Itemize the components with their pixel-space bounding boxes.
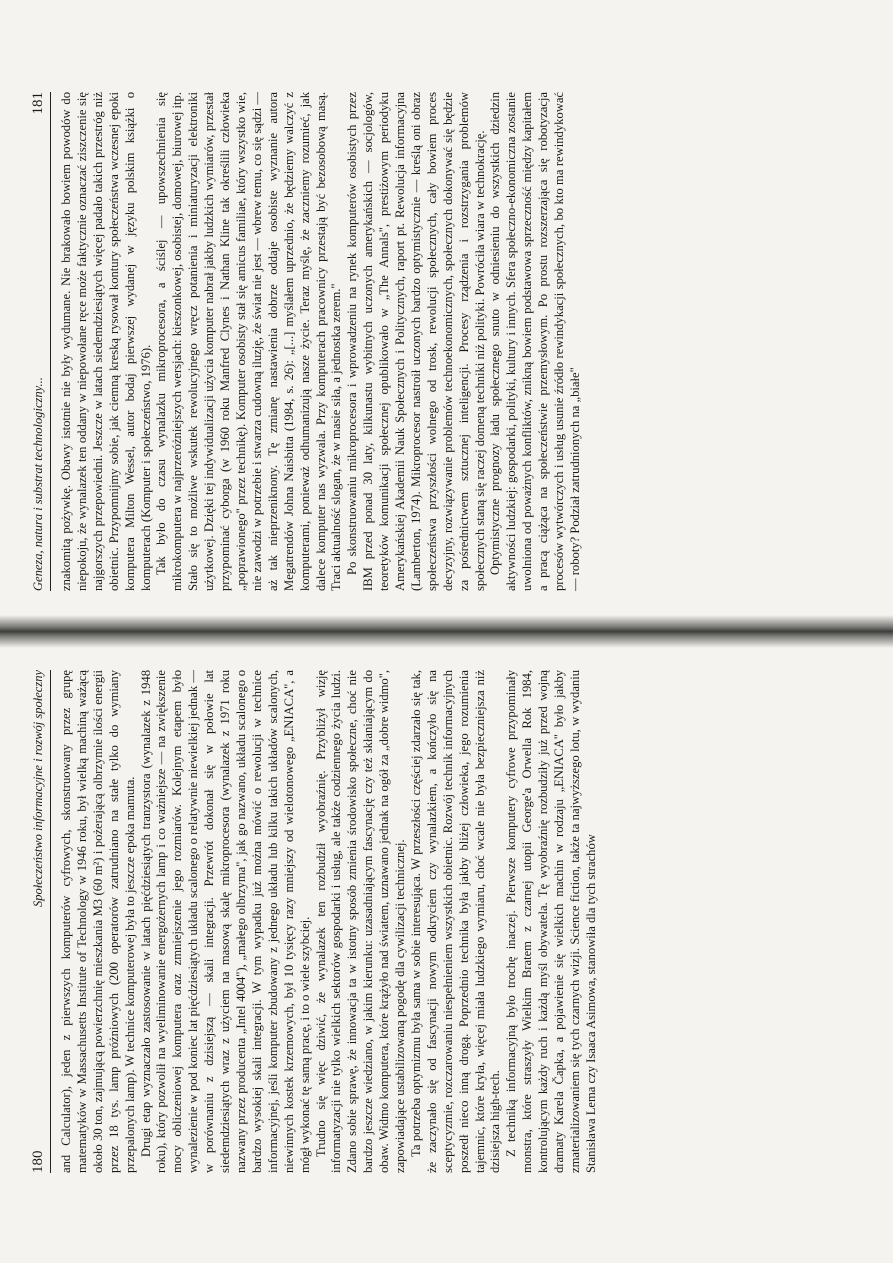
right-paragraph-4: Optymistyczne prognozy ładu społecznego snuto w odniesieniu do wszystkich dziedzin aktywności ludzkiej: gospodarki, polityki, kultury i innych. Sfera społeczno-ekonomiczna zostanie uwolniona od poważnych konfliktów, znikną bowiem podstawowa sprzeczność między kapitałem a pracą ciążąca na społeczeństwie przemysłowym. Po prostu rozszerzająca się robotyzacja procesów wytwórczych i usług usunie źródło rewindykacji społecznych, bo kto ma rewindykować — roboty? Podział zatrudnionych na „białe" xyxy=(488,92,582,591)
left-paragraph-5: Z techniką informacyjną było trochę inaczej. Pierwsze komputery cyfrowe przypominały monstra, które straszyły Wielkim Bratem z czarnej utopii George'a Orwella Rok 1984, kontrolującym każdy ruch i każdą myśl obywatela. Tę wyobraźnię rozbudziły już przed wojną dramaty Karela Čapka, a pojawienie się wielkich machin w rodzaju „ENIACA" było jakby zmaterializowaniem się tych czarnych wizji. Science fiction, także ta najwyższego lotu, w wydaniu Stanisława Lema czy Isaaca Asimowa, stanowiła dla tych strachów xyxy=(504,670,598,1173)
left-paragraph-4: Ta potrzeba optymizmu była sama w sobie interesująca. W przeszłości częściej zdarzało się tak, że zaczynało się od fascynacji nowym odkryciem czy wynalazkiem, a kończyło się na sceptycyzmie, rozczarowaniu niespełnieniem wszystkich obietnic. Rozwój technik informacyjnych poszedł nieco inną drogą. Poprzednio technika była jakby bliżej człowieka, jego rozumienia tajemnic, które kryła, więcej miała ludzkiego wymiaru, choć wcale nie była bezpieczniejsza niż dzisiejsza high-tech. xyxy=(408,670,503,1173)
left-page xyxy=(0,648,893,1263)
left-paragraph-1: and Calculator), jeden z pierwszych komputerów cyfrowych, skonstruowany przez grupę matematyków w Massachusetts Institute of Technology w 1946 roku, był wielką machiną ważącą około 30 ton, zajmującą powierzchnię mieszkania M3 (60 m²) i pożerającą olbrzymie ilości energii przez 18 tys. lamp próżniowych (200 operatorów zatrudniano na stałe tylko do wymiany przepalonych lamp). W technice komputerowej była to jeszcze epoka mamuta. xyxy=(59,670,137,1173)
right-paragraph-2: Tak było do czasu wynalazku mikroprocesora, a ściślej — upowszechnienia się mikrokomputera w najprzeróżniejszych wersjach: kieszonkowej, osobistej, domowej, biurowej itp. Stało się to możliwe wskutek rewolucyjnego wręcz potanienia i miniaturyzacji elektroniki użytkowej. Dzięki tej indywidualizacji użycia komputer nabrał jakby ludzkich wymiarów, przestał przypominać cyborga (w 1960 roku Manfred Clynes i Nathan Kline tak określili człowieka „poprawionego" przez technikę). Komputer osobisty stał się amicus familiae, który wszystko wie, nie zawodzi w potrzebie i stwarza cudowną iluzję, że świat nie jest — wbrew temu, co się sądzi — aż tak nieprzeniknony. Tę zmianę nastawienia dobrze oddaje osobiste wyznanie autora Megatrendów Johna Naisbitta (1984, s. 26): „[...] myślałem uprzednio, że będziemy walczyć z komputerami, ponieważ odhumanizują nasze życie. Teraz myślę, że zaczniemy rozumieć, jak dalece komputer nas wyzwala. Przy komputerach pracownicy przestają być bezosobową masą. Traci aktualność slogan, że w masie siła, a jednostka zerem." xyxy=(154,92,344,591)
left-page-number: 180 xyxy=(30,1150,46,1173)
right-paragraph-1: znakomitą pożywkę. Obawy istotnie nie były wydumane. Nie brakowało bowiem powodów do niepokoju, że wynalazek ten oddany w niepowołane ręce może faktycznie oznaczać ziszczenie się najgorszych przepowiedni. Jeszcze w latach siedemdziesiątych więcej padało takich przestróg niż obietnic. Przypomnijmy sobie, jak ciemną kreską rysował kontury społeczeństwa wczesnej epoki komputera Milton Wessel, autor bodaj pierwszej wydanej w języku polskim książki o komputerach (Komputer i społeczeństwo, 1976). xyxy=(59,92,153,591)
left-page-body xyxy=(59,670,600,1173)
right-paragraph-3: Po skonstruowaniu mikroprocesora i wprowadzeniu na rynek komputerów osobistych przez IBM przed ponad 30 laty, kilkunastu wybitnych uczonych amerykańskich — socjologów, teoretyków komunikacji społecznej opublikowało w „The Annals", prestiżowym periodyku Amerykańskiej Akademii Nauk Społecznych i Politycznych, raport pt. Rewolucja informacyjna (Lamberton, 1974). Mikroprocesor nastroił uczonych bardzo optymistycznie — kreślą oni obraz społeczeństwa przyszłości wolnego od trosk, rewolucji społecznych, cały bowiem proces decyzyjny, rozwiązywanie problemów technoekonomicznych, społecznych dokonywać się będzie za pośrednictwem sztucznej inteligencji. Procesy rządzenia i rozstrzygania problemów społecznych staną się raczej domeną techniki niż polityki. Powróciła wiara w technokrację. xyxy=(345,92,487,591)
right-running-title: Geneza, natura i substrat technologiczny... xyxy=(31,377,45,591)
left-paragraph-2: Drugi etap wyznaczało zastosowanie w latach pięćdziesiątych tranzystora (wynalazek z 1948 roku), który pozwolił na wyeliminowanie energożernych lamp i co ważniejsze — na zwiększenie mocy obliczeniowej komputera oraz zmniejszenie jego rozmiarów. Kolejnym etapem było wynalezienie w pod koniec lat pięćdziesiątych układu scalonego o relatywnie niewielkiej jednak — w porównaniu z dzisiejszą — skali integracji. Przewrót dokonał się w połowie lat siedemdziesiątych wraz z użyciem na masową skalę mikroprocesora (wynalazek z 1971 roku nazwany przez producenta „Intel 4004"), „małego olbrzyma", jak go nazwano, układu scalonego o bardzo wysokiej skali integracji. W tym wypadku już można mówić o rewolucji w technice informacyjnej, jeśli komputer zbudowany z jednego układu lub kilku takich układów scalonych, niewinnych kostek krzemowych, był 10 tysięcy razy mniejszy od wielotonowego „ENIACA", a mógł wykonać tę samą pracę, i to o wiele szybciej. xyxy=(138,670,312,1173)
left-paragraph-3: Trudno się więc dziwić, że wynalazek ten rozbudził wyobraźnię. Przybliżył wizję informatyzacji nie tylko wielkich sektorów gospodarki i usług, ale także codziennego życia ludzi. Zdano sobie sprawę, że innowacja ta w istotny sposób zmienia środowisko społeczne, choć nie bardzo jeszcze wiedziano, w jakim kierunku: uzasadniającym fascynację czy też skłaniającym do obaw. Widmo komputera, które krążyło nad światem, uznawano jednak na ogół za „dobre widmo", zapowiadające ustabilizowaną pogodę dla cywilizacji technicznej. xyxy=(313,670,408,1173)
right-page xyxy=(0,0,893,615)
right-running-head xyxy=(30,92,51,591)
right-page-number: 181 xyxy=(30,92,46,115)
left-running-title: Społeczeństwo informacyjne i rozwój społeczny xyxy=(31,670,45,908)
book-gutter xyxy=(0,615,893,648)
left-running-head xyxy=(30,670,51,1173)
right-page-body xyxy=(59,92,584,591)
